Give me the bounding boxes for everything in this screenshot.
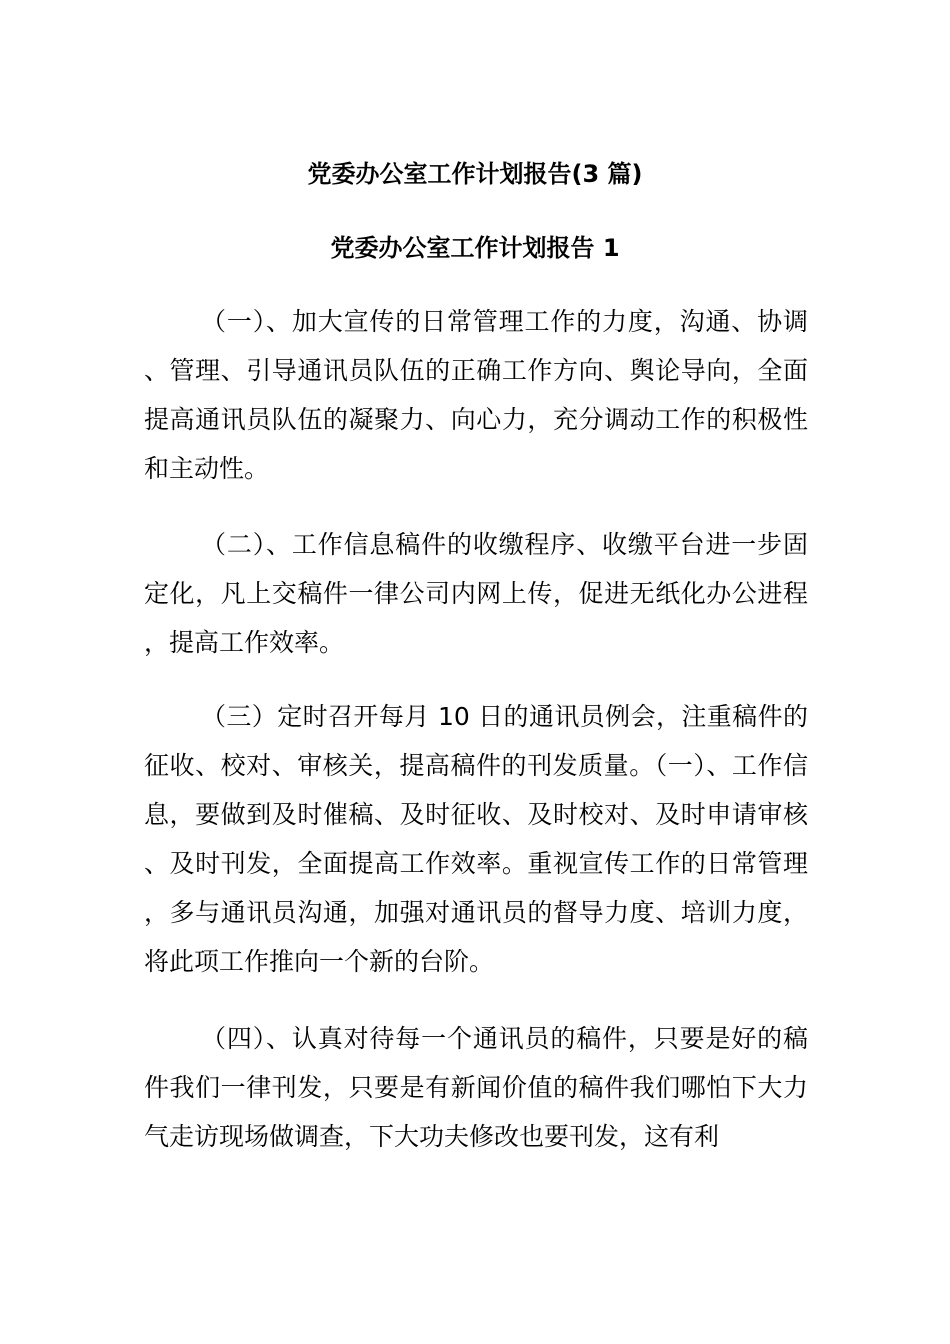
document-title: 党委办公室工作计划报告(3 篇): [307, 160, 643, 188]
paragraph-1: （一）、加大宣传的日常管理工作的力度，沟通、协调、管理、引导通讯员队伍的正确工作方向、舆论导向，全面提高通讯员队伍的凝聚力、向心力，充分调动工作的积极性和主动性。: [144, 307, 808, 483]
paragraph-3: （三）定时召开每月 10 日的通讯员例会，注重稿件的征收、校对、审核关，提高稿件的刊发质量。（一）、工作信息，要做到及时催稿、及时征收、及时校对、及时申请审核、及时刊发，全面提高工作效率。重视宣传工作的日常管理，多与通讯员沟通，加强对通讯员的督导力度、培训力度，将此项工作推向一个新的台阶。: [144, 702, 808, 976]
document-subtitle: 党委办公室工作计划报告 1: [330, 234, 620, 262]
paragraph-4: （四）、认真对待每一个通讯员的稿件，只要是好的稿件我们一律刊发，只要是有新闻价值的稿件我们哪怕下大力气走访现场做调查，下大功夫修改也要刊发，这有利: [144, 1024, 808, 1151]
paragraph-2: （二）、工作信息稿件的收缴程序、收缴平台进一步固定化，凡上交稿件一律公司内网上传，促进无纸化办公进程，提高工作效率。: [144, 530, 808, 657]
